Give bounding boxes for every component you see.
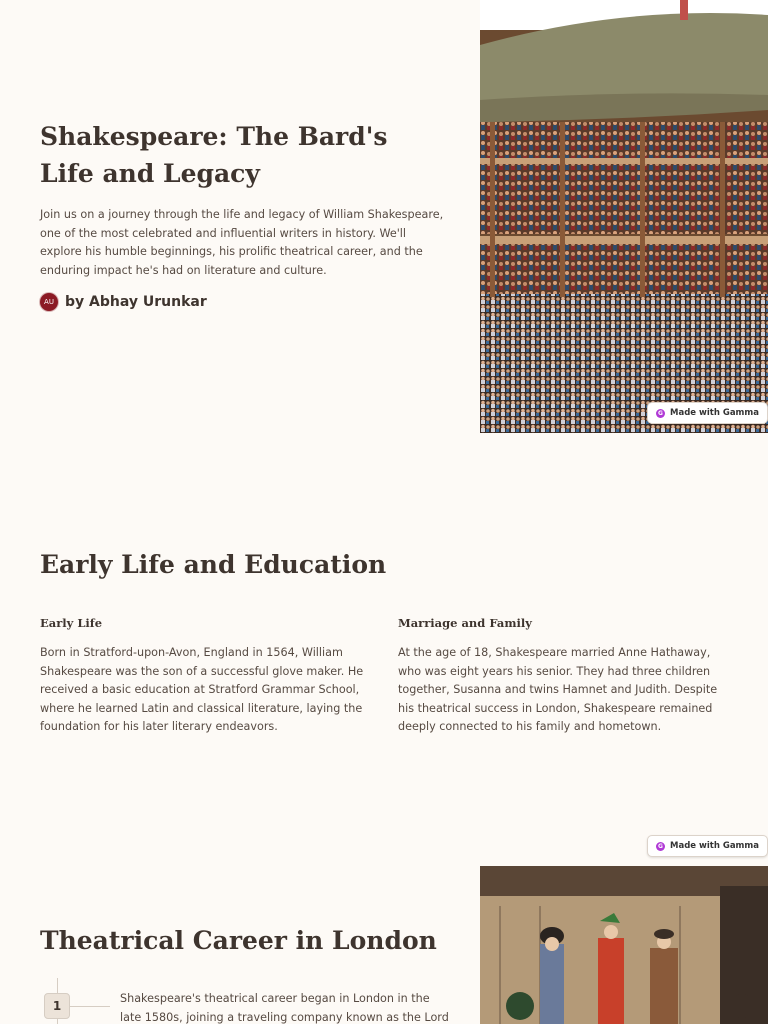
- career-slide: [0, 828, 768, 1024]
- page-title: Shakespeare: The Bard's Life and Legacy: [40, 122, 388, 188]
- gamma-logo-icon: G: [656, 842, 665, 851]
- timeline-connector: [70, 1006, 110, 1007]
- column-body: At the age of 18, Shakespeare married Anne Hathaway, who was eight years his senior. They had three children together, Susanna and twins Hamnet and Judith. Despite his theatrical success in London, Shakespeare remained deeply connected to his family and hometown.: [398, 646, 718, 733]
- elizabethan-stage-illustration: [480, 866, 768, 1024]
- intro-paragraph: Join us on a journey through the life and legacy of William Shakespeare, one of the most celebrated and influential writers in history. We'll explore his humble beginnings, his prolific theatrical career, and the enduring impact he's had on literature and culture.: [40, 208, 444, 277]
- column-heading: Marriage and Family: [398, 616, 532, 630]
- early-life-slide: [0, 433, 768, 828]
- globe-theatre-image: [480, 0, 768, 433]
- avatar: AU: [40, 293, 58, 311]
- badge-label: Made with Gamma: [670, 841, 760, 851]
- badge-label: Made with Gamma: [670, 408, 760, 418]
- timeline-step-number: 1: [44, 993, 70, 1019]
- column-heading: Early Life: [40, 616, 103, 630]
- title-slide: [0, 0, 768, 433]
- author-byline: [40, 293, 207, 311]
- made-with-gamma-badge[interactable]: [647, 402, 768, 424]
- timeline-step-text: Shakespeare's theatrical career began in London in the late 1580s, joining a traveling company known as the Lord: [120, 992, 449, 1024]
- column-body: Born in Stratford-upon-Avon, England in 1564, William Shakespeare was the son of a successful glove maker. He received a basic education at Stratford Grammar School, where he learned Latin and classical literature, laying the foundation for his later literary endeavors.: [40, 646, 364, 733]
- section-title-early-life: Early Life and Education: [40, 550, 387, 579]
- made-with-gamma-badge[interactable]: [647, 835, 768, 857]
- column-early-life: [40, 616, 370, 737]
- author-name: by Abhay Urunkar: [65, 294, 207, 310]
- gamma-logo-icon: G: [656, 409, 665, 418]
- column-marriage-family: [398, 616, 728, 737]
- section-title-career: Theatrical Career in London: [40, 926, 437, 955]
